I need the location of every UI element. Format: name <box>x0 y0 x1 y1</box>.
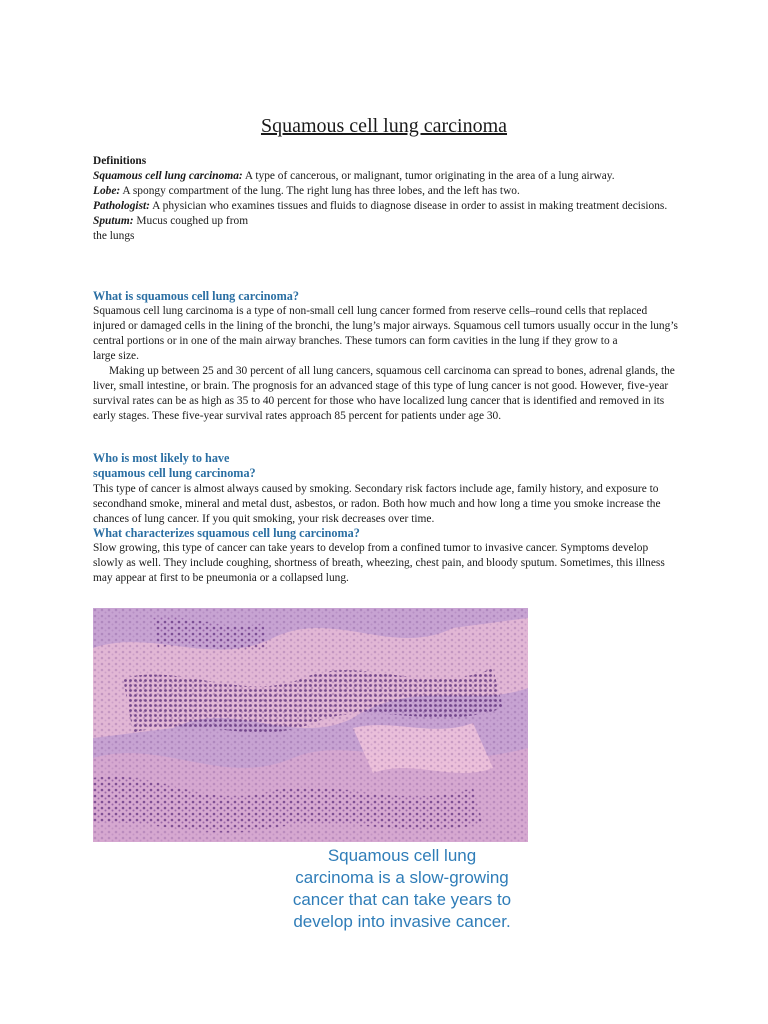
section-heading <box>93 451 678 481</box>
definition-text: A type of cancerous, or malignant, tumor originating in the area of a lung airway. <box>242 170 615 182</box>
definition-text-continued: the lungs <box>93 230 135 242</box>
definition-item <box>93 214 678 244</box>
caption-line: cancer that can take years to <box>292 890 512 909</box>
section-heading-line: squamous cell lung carcinoma? <box>93 466 256 480</box>
paragraph: large size. <box>93 350 139 362</box>
paragraph: This type of cancer is almost always caused by smoking. Secondary risk factors include age, family history, and exposure to secondhand smoke, mineral and metal dust, asbestos, or radon. Both how much and how long a time you smoke increase the chances of lung cancer. If you quit smoking, your risk decreases over time. <box>93 483 661 525</box>
definition-item <box>93 169 678 184</box>
figure-caption <box>272 845 532 933</box>
definitions-heading: Definitions <box>93 155 147 167</box>
definition-term: Squamous cell lung carcinoma: <box>93 170 243 182</box>
definition-text: A physician who examines tissues and fluids to diagnose disease in order to assist in making treatment decisions. <box>149 200 668 212</box>
caption-line: develop into invasive cancer. <box>293 912 511 931</box>
section-body <box>93 304 678 424</box>
paragraph: Slow growing, this type of cancer can take years to develop from a confined tumor to invasive cancer. Symptoms develop slowly as well. They include coughing, shortness of breath, wheezing, chest pain, and bloody sputum. Sometimes, this illness may appear at first to be pneumonia or a collapsed lung. <box>93 542 665 584</box>
section-heading: What characterizes squamous cell lung carcinoma? <box>93 526 360 540</box>
definition-term: Lobe: <box>93 185 121 197</box>
definition-item <box>93 184 678 199</box>
histology-image <box>93 608 528 842</box>
section-heading: What is squamous cell lung carcinoma? <box>93 289 299 303</box>
caption-line: Squamous cell lung <box>327 846 477 865</box>
definition-term: Sputum: <box>93 215 134 227</box>
definition-text: A spongy compartment of the lung. The right lung has three lobes, and the left has two. <box>120 185 520 197</box>
paragraph: Making up between 25 and 30 percent of all lung cancers, squamous cell carcinoma can spread to bones, adrenal glands, the liver, small intestine, or brain. The prognosis for an advanced stage of this type of lung cancer is not good. However, five-year survival rates can be as high as 35 to 40 percent for those who have localized lung cancer that is identified and removed in its early stages. These five-year survival rates approach 85 percent for patients under age 30. <box>93 365 675 422</box>
definitions-list <box>93 169 678 244</box>
page-title: Squamous cell lung carcinoma <box>260 115 508 137</box>
definition-text: Mucus coughed up from <box>133 215 249 227</box>
section-body <box>93 541 678 586</box>
section-body <box>93 482 678 527</box>
paragraph: Squamous cell lung carcinoma is a type of non-small cell lung cancer formed from reserve cells–round cells that replaced injured or damaged cells in the lining of the bronchi, the lung’s major airways. Squamous cell tumors usually occur in the lung’s central portions or in one of the main airway branches. These tumors can form cavities in the lung if they grow to a <box>93 305 678 347</box>
section-heading-line: Who is most likely to have <box>93 451 230 465</box>
definition-item <box>93 199 678 214</box>
caption-line: carcinoma is a slow-growing <box>295 868 509 887</box>
definition-term: Pathologist: <box>93 200 150 212</box>
